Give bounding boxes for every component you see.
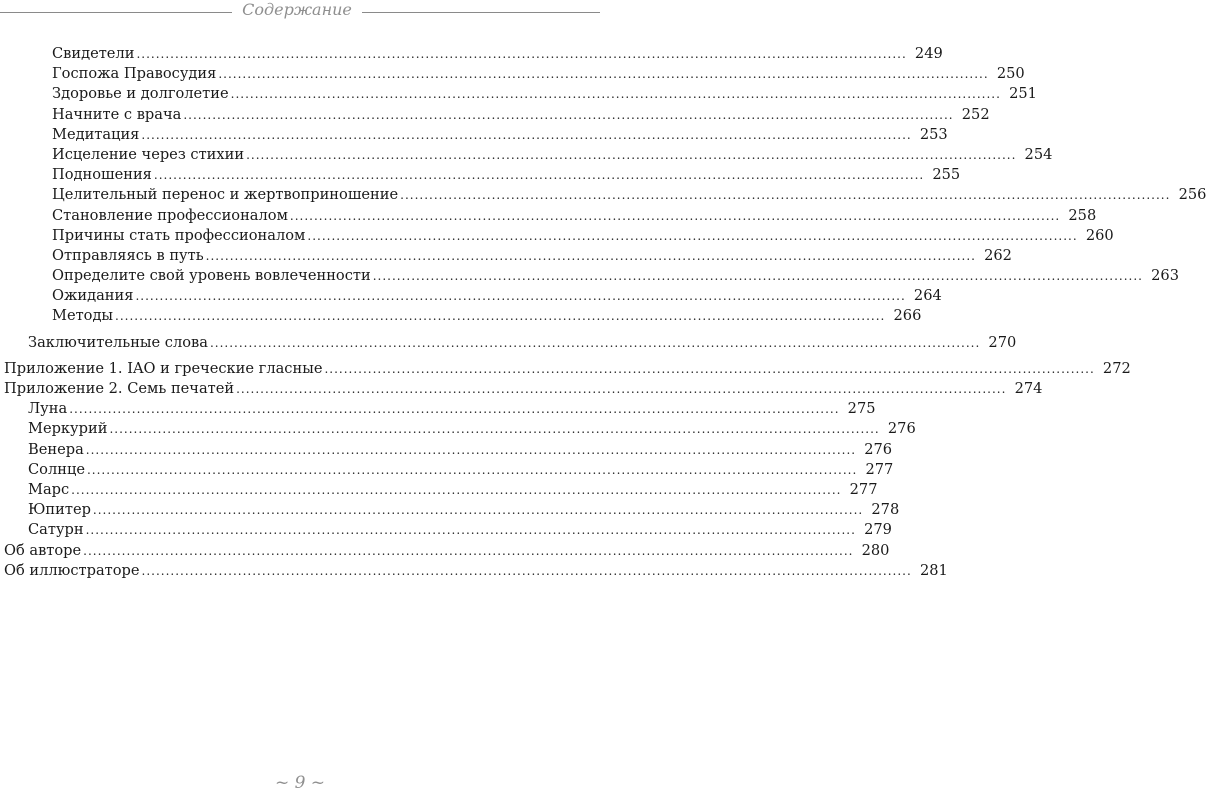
dot-leader: ................................................................................................................................................................: [83, 543, 854, 558]
dot-leader: ................................................................................................................................................................: [135, 289, 906, 304]
dot-leader: ................................................................................................................................................................: [141, 127, 912, 142]
toc-entry-page: 275: [847, 400, 876, 418]
toc-entry-title: Об авторе: [4, 541, 82, 559]
toc-entry[interactable]: [0, 440, 893, 460]
toc-entry[interactable]: [0, 541, 890, 561]
toc-entry-page: 256: [1178, 186, 1207, 204]
toc-entry-page: 253: [919, 125, 948, 143]
toc-entry-title: Определите свой уровень вовлеченности: [52, 267, 371, 285]
header-rule-right: [362, 12, 600, 13]
toc-entry-page: 279: [864, 521, 892, 539]
dot-leader: ................................................................................................................................................................: [289, 208, 1061, 223]
dot-leader: ................................................................................................................................................................: [69, 402, 840, 417]
toc-entry-title: Марс: [28, 480, 70, 498]
header-title: Содержание: [242, 0, 352, 19]
dot-leader: ................................................................................................................................................................: [141, 563, 912, 578]
dot-leader: ................................................................................................................................................................: [183, 107, 954, 122]
toc-entry[interactable]: [0, 333, 1017, 353]
header-rule-left: [0, 12, 232, 13]
dot-leader: ................................................................................................................................................................: [324, 361, 1095, 376]
toc-entry[interactable]: [0, 185, 1207, 205]
toc-entry-page: 276: [864, 440, 893, 458]
toc-entry[interactable]: [0, 226, 1114, 246]
toc-entry[interactable]: [0, 359, 1131, 379]
toc-entry-page: 262: [984, 246, 1012, 264]
toc-entry[interactable]: [0, 561, 948, 581]
toc-entry[interactable]: [0, 145, 1053, 165]
toc-entry-title: Сатурн: [28, 521, 84, 539]
toc-entry-page: 277: [865, 460, 894, 478]
toc-entry-title: Об иллюстраторе: [4, 561, 140, 579]
toc-entry-page: 281: [919, 561, 948, 579]
toc-entry-title: Причины стать профессионалом: [52, 226, 306, 244]
toc-entry-title: Меркурий: [28, 420, 108, 438]
toc-entry[interactable]: [0, 266, 1179, 286]
toc-entry-title: Приложение 1. IAO и греческие гласные: [4, 359, 323, 377]
toc-entry-page: 276: [887, 420, 916, 438]
toc-entry-title: Венера: [28, 440, 84, 458]
toc-entry-page: 264: [913, 287, 942, 305]
toc-entry-title: Заключительные слова: [28, 333, 208, 351]
running-header: [0, 0, 600, 30]
toc-entry-page: 263: [1151, 267, 1179, 285]
toc-entry-title: Здоровье и долголетие: [52, 85, 229, 103]
toc-entry[interactable]: [0, 399, 876, 419]
toc-entry[interactable]: [0, 379, 1043, 399]
dot-leader: ................................................................................................................................................................: [246, 147, 1017, 162]
toc-entry[interactable]: [0, 500, 900, 520]
toc-entry-title: Начните с врача: [52, 105, 182, 123]
toc-entry-page: 277: [849, 480, 878, 498]
toc-entry-page: 250: [996, 65, 1025, 83]
dot-leader: ................................................................................................................................................................: [92, 503, 864, 518]
toc-entry[interactable]: [0, 520, 892, 540]
dot-leader: ................................................................................................................................................................: [153, 168, 925, 183]
toc-entry-title: Солнце: [28, 460, 85, 478]
dot-leader: ................................................................................................................................................................: [230, 87, 1001, 102]
dot-leader: ................................................................................................................................................................: [372, 269, 1143, 284]
dot-leader: ................................................................................................................................................................: [218, 67, 989, 82]
page-number: ~ 9 ~: [274, 773, 326, 793]
toc-entry-page: 260: [1085, 226, 1114, 244]
toc-entry-title: Исцеление через стихии: [52, 145, 245, 163]
toc-entry-page: 270: [988, 333, 1017, 351]
toc-entry-title: Подношения: [52, 166, 152, 184]
toc-entry-page: 274: [1014, 380, 1043, 397]
toc-entry[interactable]: [0, 206, 1097, 226]
toc-entry-title: Отправляясь в путь: [52, 246, 204, 264]
toc-entry-title: Медитация: [52, 125, 140, 143]
toc-entry-page: 266: [893, 307, 922, 325]
dot-leader: ................................................................................................................................................................: [205, 248, 976, 263]
dot-leader: ................................................................................................................................................................: [209, 335, 981, 350]
dot-leader: ................................................................................................................................................................: [236, 382, 1007, 396]
toc-entry-title: Методы: [52, 307, 114, 325]
toc-entry-page: 249: [914, 45, 943, 62]
dot-leader: ................................................................................................................................................................: [109, 422, 880, 437]
toc-entry-page: 258: [1068, 206, 1097, 224]
toc-entry-title: Госпожа Правосудия: [52, 65, 217, 83]
dot-leader: ................................................................................................................................................................: [71, 482, 842, 497]
toc-entry-page: 272: [1102, 359, 1131, 377]
toc-entry-page: 280: [861, 541, 890, 559]
toc-entry-title: Луна: [28, 400, 68, 418]
toc-entry-title: Целительный перенос и жертвоприношение: [52, 186, 399, 204]
toc-entry-title: Ожидания: [52, 287, 134, 305]
dot-leader: ................................................................................................................................................................: [115, 309, 886, 324]
toc-entry[interactable]: [0, 246, 1012, 266]
dot-leader: ................................................................................................................................................................: [136, 47, 907, 61]
toc-entry-page: 255: [932, 166, 961, 184]
toc-entry-title: Становление профессионалом: [52, 206, 288, 224]
toc-entry-page: 252: [961, 105, 990, 123]
toc-entry-page: 278: [871, 501, 900, 519]
toc-entry[interactable]: [0, 84, 1037, 104]
dot-leader: ................................................................................................................................................................: [86, 462, 858, 477]
toc-entry[interactable]: [0, 165, 961, 185]
dot-leader: ................................................................................................................................................................: [307, 228, 1078, 243]
toc-entry[interactable]: [0, 44, 943, 64]
toc-entry-page: 254: [1024, 145, 1053, 163]
toc-entry[interactable]: [0, 286, 942, 306]
dot-leader: ................................................................................................................................................................: [400, 188, 1171, 203]
toc-entry[interactable]: [0, 125, 948, 145]
toc-entry[interactable]: [0, 105, 990, 125]
table-of-contents: [0, 44, 1207, 581]
toc-entry-title: Свидетели: [52, 45, 135, 62]
toc-entry-title: Приложение 2. Семь печатей: [4, 380, 235, 397]
toc-entry-title: Юпитер: [28, 501, 91, 519]
toc-entry[interactable]: [0, 64, 1025, 84]
dot-leader: ................................................................................................................................................................: [85, 523, 856, 538]
toc-entry[interactable]: [0, 306, 922, 326]
toc-entry[interactable]: [0, 480, 878, 500]
toc-entry[interactable]: [0, 460, 894, 480]
toc-entry-page: 251: [1009, 85, 1037, 103]
dot-leader: ................................................................................................................................................................: [85, 442, 857, 457]
toc-entry[interactable]: [0, 419, 916, 439]
